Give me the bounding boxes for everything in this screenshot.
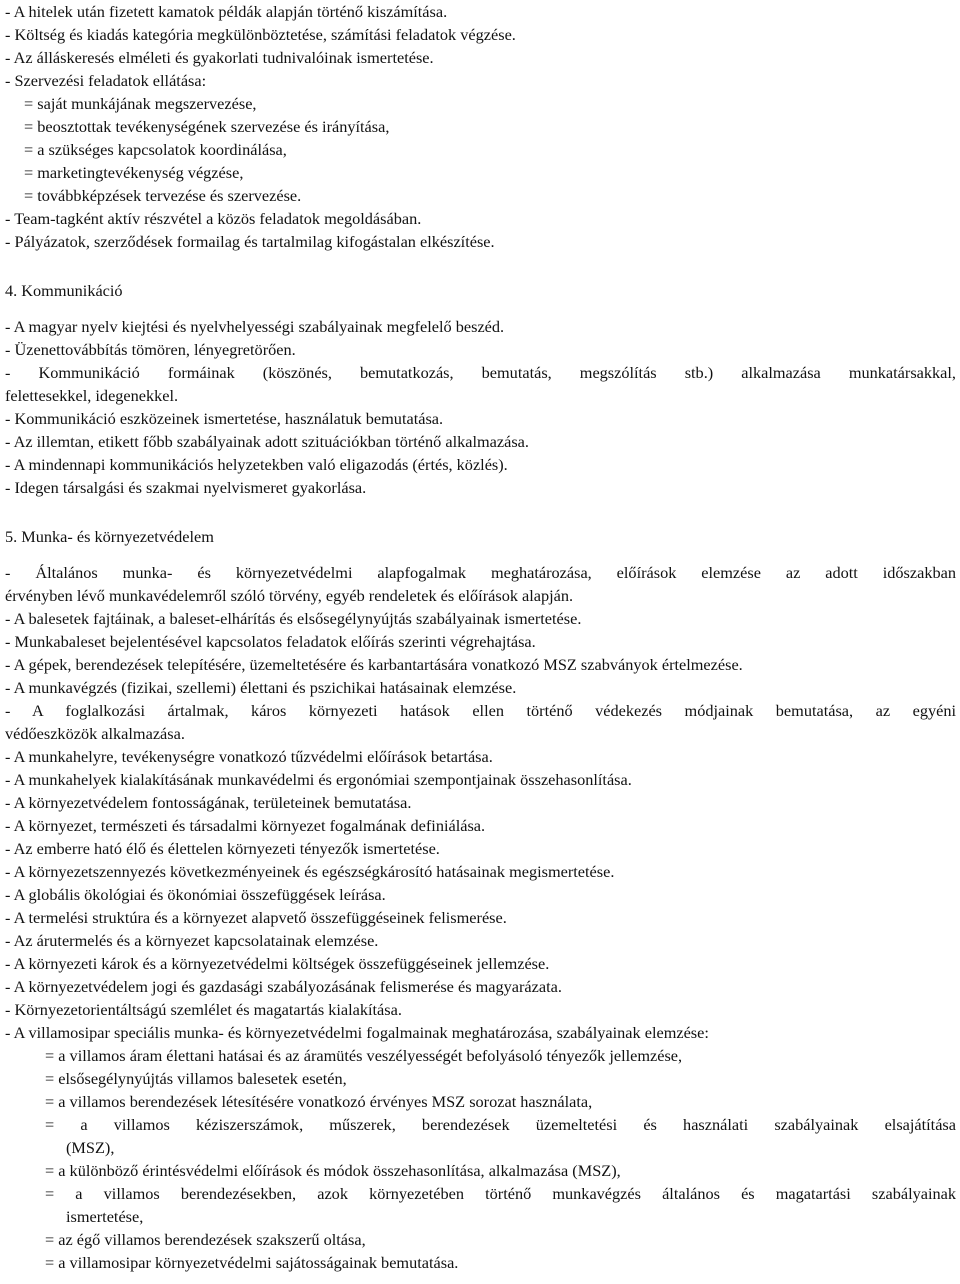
text-line: = továbbképzések tervezése és szervezése. <box>24 186 302 205</box>
text-line: - Költség és kiadás kategória megkülönböztetése, számítási feladatok végzése. <box>5 25 516 44</box>
text-line: = beosztottak tevékenységének szervezése és irányítása, <box>24 117 390 136</box>
text-line: - A környezet, természeti és társadalmi környezet fogalmának definiálása. <box>5 816 486 835</box>
text-line: = elsősegélynyújtás villamos balesetek esetén, <box>45 1069 347 1088</box>
text-line: védőeszközök alkalmazása. <box>5 724 185 743</box>
text-line: - A munkavégzés (fizikai, szellemi) élettani és pszichikai hatásainak elemzése. <box>5 678 517 697</box>
text-line: - A magyar nyelv kiejtési és nyelvhelyességi szabályainak megfelelő beszéd. <box>5 317 505 336</box>
text-line: = a villamos áram élettani hatásai és az áramütés veszélyességét befolyásoló tényezők jellemzése, <box>45 1046 683 1065</box>
text-line: - Általános munka- és környezetvédelmi alapfogalmak meghatározása, előírások elemzése az adott időszakban <box>5 563 956 582</box>
text-line: - A termelési struktúra és a környezet alapvető összefüggéseinek felismerése. <box>5 908 507 927</box>
text-line: felettesekkel, idegenekkel. <box>5 386 179 405</box>
text-line: - A gépek, berendezések telepítésére, üzemeltetésére és karbantartására vonatkozó MSZ szabványok értelmezése. <box>5 655 743 674</box>
text-line: - Üzenettovábbítás tömören, lényegretörően. <box>5 340 296 359</box>
text-line: = a villamos kéziszerszámok, műszerek, berendezések üzemeltetési és használati szabályainak elsajátítása <box>45 1115 956 1134</box>
text-line: érvényben lévő munkavédelemről szóló törvény, egyéb rendeletek és előírások alapján. <box>5 586 574 605</box>
text-line: - A környezetvédelem fontosságának, területeinek bemutatása. <box>5 793 412 812</box>
text-line: - Kommunikáció eszközeinek ismertetése, használatuk bemutatása. <box>5 409 444 428</box>
text-line: - Az illemtan, etikett főbb szabályainak adott szituációkban történő alkalmazása. <box>5 432 529 451</box>
text-line: - Kommunikáció formáinak (köszönés, bemutatkozás, bemutatás, megszólítás stb.) alkalmazása munkatársakkal, <box>5 363 956 382</box>
text-line: - A környezeti károk és a környezetvédelmi költségek összefüggéseinek jellemzése. <box>5 954 550 973</box>
text-line: - A villamosipar speciális munka- és környezetvédelmi fogalmainak meghatározása, szabályainak elemzése: <box>5 1023 709 1042</box>
text-line: - A munkahelyre, tevékenységre vonatkozó tűzvédelmi előírások betartása. <box>5 747 493 766</box>
text-line: = a villamos berendezésekben, azok környezetében történő munkavégzés általános és magatartási szabályainak <box>45 1184 956 1203</box>
text-line: - Az emberre ható élő és élettelen környezeti tényezők ismertetése. <box>5 839 440 858</box>
text-line: - A munkahelyek kialakításának munkavédelmi és ergonómiai szempontjainak összehasonlítása. <box>5 770 632 789</box>
text-line: - Környezetorientáltságú szemlélet és magatartás kialakítása. <box>5 1000 402 1019</box>
text-line: ismertetése, <box>66 1207 144 1226</box>
text-line: - Pályázatok, szerződések formailag és tartalmilag kifogástalan elkészítése. <box>5 232 495 251</box>
text-line: = marketingtevékenység végzése, <box>24 163 244 182</box>
text-line: = saját munkájának megszervezése, <box>24 94 257 113</box>
text-line: = a különböző érintésvédelmi előírások és módok összehasonlítása, alkalmazása (MSZ), <box>45 1161 621 1180</box>
text-line: - A balesetek fajtáinak, a baleset-elhárítás és elsősegélynyújtás szabályainak ismertetése. <box>5 609 582 628</box>
section-heading: 4. Kommunikáció <box>5 281 123 300</box>
text-line: - A hitelek után fizetett kamatok példák alapján történő kiszámítása. <box>5 2 448 21</box>
text-line: - A mindennapi kommunikációs helyzetekben való eligazodás (értés, közlés). <box>5 455 508 474</box>
text-line: - Team-tagként aktív részvétel a közös feladatok megoldásában. <box>5 209 422 228</box>
text-line: = az égő villamos berendezések szakszerű oltása, <box>45 1230 366 1249</box>
text-line: - A foglalkozási ártalmak, káros környezeti hatások ellen történő védekezés módjainak bemutatása, az egyéni <box>5 701 956 720</box>
text-line: - A környezetvédelem jogi és gazdasági szabályozásának felismerése és magyarázata. <box>5 977 562 996</box>
text-line: - Az árutermelés és a környezet kapcsolatainak elemzése. <box>5 931 379 950</box>
text-line: - A környezetszennyezés következményeinek és egészségkárosító hatásainak megismertetése. <box>5 862 615 881</box>
text-line: - Idegen társalgási és szakmai nyelvismeret gyakorlása. <box>5 478 367 497</box>
text-line: - A globális ökológiai és ökonómiai összefüggések leírása. <box>5 885 386 904</box>
text-line: (MSZ), <box>66 1138 115 1157</box>
text-line: = a szükséges kapcsolatok koordinálása, <box>24 140 287 159</box>
text-line: - Az álláskeresés elméleti és gyakorlati tudnivalóinak ismertetése. <box>5 48 434 67</box>
text-line: = a villamosipar környezetvédelmi sajátosságainak bemutatása. <box>45 1253 459 1272</box>
text-line: - Szervezési feladatok ellátása: <box>5 71 207 90</box>
section-heading: 5. Munka- és környezetvédelem <box>5 527 214 546</box>
text-line: - Munkabaleset bejelentésével kapcsolatos feladatok előírás szerinti végrehajtása. <box>5 632 536 651</box>
text-line: = a villamos berendezések létesítésére vonatkozó érvényes MSZ sorozat használata, <box>45 1092 593 1111</box>
